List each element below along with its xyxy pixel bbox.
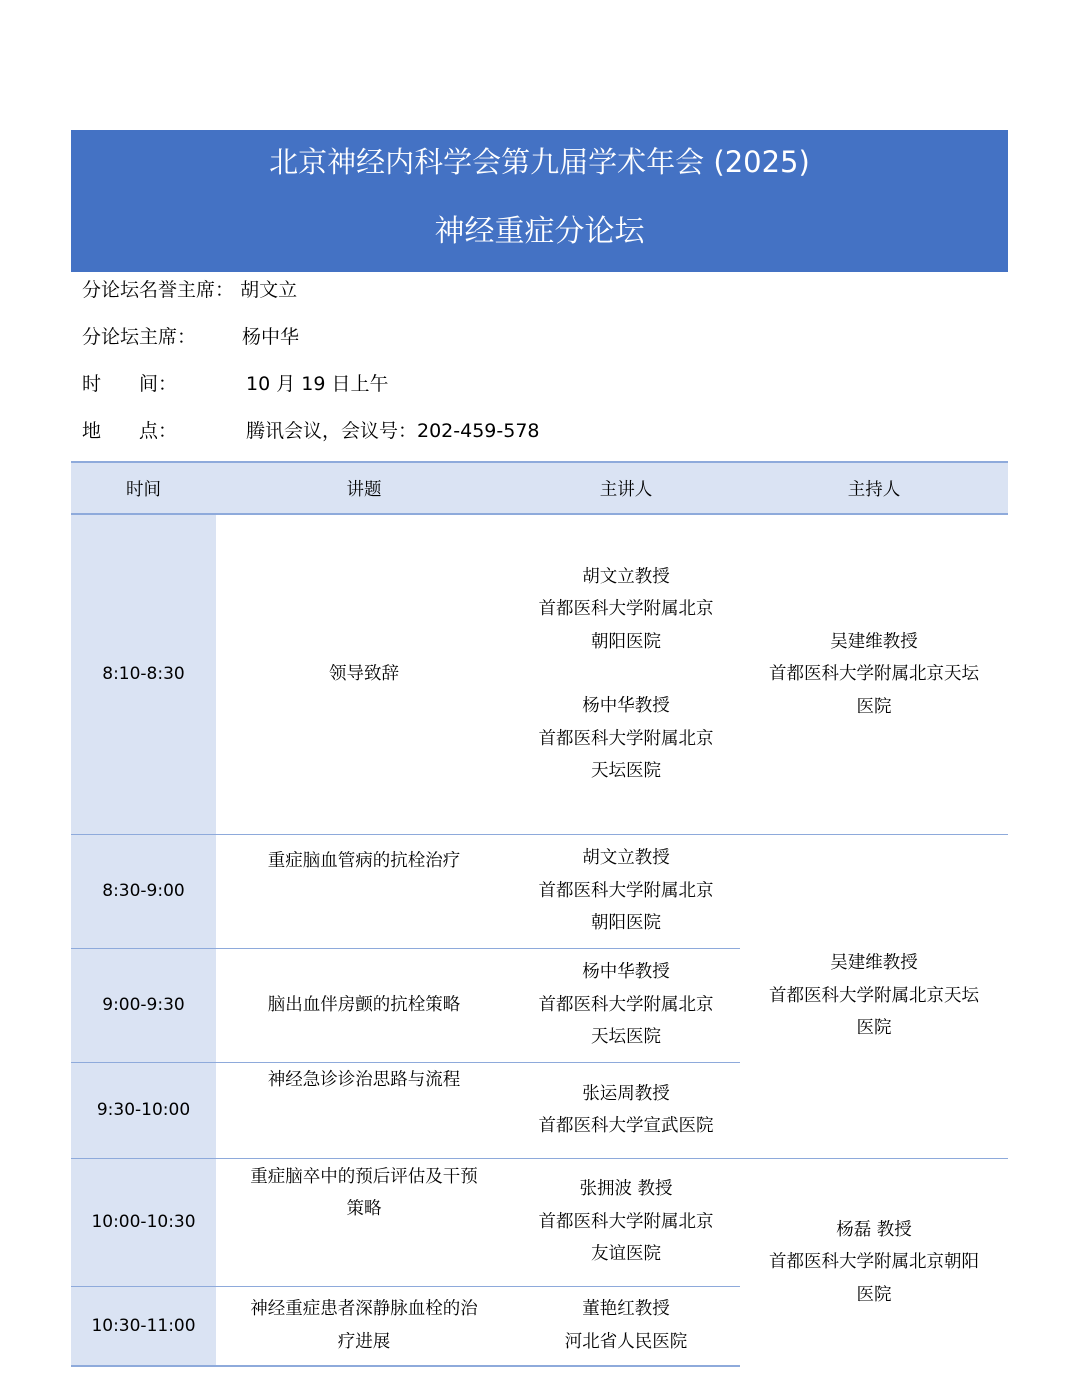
- speaker-line: 胡文立教授: [582, 848, 670, 869]
- topic-cell: [216, 1286, 512, 1366]
- table-row: [71, 834, 1008, 948]
- host-line: 吴建维教授: [830, 631, 918, 652]
- info-place: [82, 418, 540, 444]
- chair-label: 分论坛主席：: [82, 326, 197, 348]
- topic-cell: [216, 1158, 512, 1286]
- speaker-line: 首都医科大学附属北京: [538, 728, 714, 749]
- speaker-line: 首都医科大学附属北京: [538, 880, 714, 901]
- speaker-line: 张拥波 教授: [579, 1179, 673, 1200]
- honorary-chair-value: 胡文立: [240, 279, 298, 301]
- speaker-line: 天坛医院: [591, 761, 661, 782]
- place-label: 地 点：: [82, 420, 178, 442]
- table-row: [71, 514, 1008, 834]
- speaker-cell: [512, 1062, 740, 1158]
- topic-line: 重症脑卒中的预后评估及干预: [250, 1166, 478, 1187]
- host-line: 首都医科大学附属北京朝阳: [769, 1252, 979, 1272]
- speaker-line: 天坛医院: [591, 1027, 661, 1048]
- time-cell: 8:10-8:30: [71, 514, 216, 834]
- host-line: 首都医科大学附属北京天坛: [769, 985, 979, 1006]
- col-header-time: 时间: [71, 462, 216, 514]
- host-line: 医院: [856, 696, 892, 717]
- topic-line: 策略: [346, 1199, 382, 1219]
- host-cell: [740, 1158, 1008, 1366]
- speaker-line: 首都医科大学附属北京: [538, 599, 714, 620]
- topic-line: 神经重症患者深静脉血栓的治: [250, 1299, 478, 1320]
- topic-cell: [216, 1062, 512, 1158]
- speaker-cell: [512, 834, 740, 948]
- host-cell: [740, 834, 1008, 1158]
- speaker-line: 董艳红教授: [582, 1299, 670, 1320]
- topic-line: 领导致辞: [329, 664, 399, 684]
- conference-title: 北京神经内科学会第九届学术年会 (2025): [269, 145, 810, 179]
- host-line: 医院: [856, 1018, 892, 1039]
- speaker-cell: [512, 1158, 740, 1286]
- speaker-cell: [512, 514, 740, 834]
- col-header-host: 主持人: [740, 462, 1008, 514]
- speaker-line: 胡文立教授: [582, 566, 670, 587]
- schedule-table: [71, 461, 1008, 1367]
- title-banner: [71, 130, 1008, 272]
- speaker-line: 杨中华教授: [582, 962, 670, 983]
- info-time: [82, 371, 389, 397]
- speaker-line: 首都医科大学宣武医院: [538, 1116, 714, 1136]
- table-header-row: [71, 462, 1008, 514]
- host-cell: [740, 514, 1008, 834]
- time-cell: 8:30-9:00: [71, 834, 216, 948]
- topic-line: 疗进展: [337, 1331, 391, 1352]
- time-cell: 10:00-10:30: [71, 1158, 216, 1286]
- speaker-line: 张运周教授: [582, 1083, 670, 1104]
- host-line: 吴建维教授: [830, 953, 918, 974]
- topic-cell: [216, 948, 512, 1062]
- topic-line: 脑出血伴房颤的抗栓策略: [267, 994, 461, 1015]
- host-line: 杨磊 教授: [836, 1219, 912, 1240]
- time-label: 时 间：: [82, 373, 178, 395]
- speaker-line: [512, 658, 740, 690]
- speaker-line: 河北省人民医院: [564, 1331, 688, 1352]
- speaker-line: 朝阳医院: [591, 913, 661, 934]
- speaker-line: 朝阳医院: [591, 631, 661, 652]
- speaker-line: 首都医科大学附属北京: [538, 994, 714, 1015]
- time-cell: 9:30-10:00: [71, 1062, 216, 1158]
- info-honorary-chair: [82, 277, 297, 303]
- col-header-topic: 讲题: [216, 462, 512, 514]
- topic-line: 重症脑血管病的抗栓治疗: [267, 850, 461, 871]
- speaker-cell: [512, 948, 740, 1062]
- host-line: 首都医科大学附属北京天坛: [769, 664, 979, 684]
- time-value: 10 月 19 日上午: [246, 373, 389, 395]
- forum-title: 神经重症分论坛: [434, 214, 645, 249]
- table-row: [71, 1158, 1008, 1286]
- speaker-cell: [512, 1286, 740, 1366]
- speaker-line: 首都医科大学附属北京: [538, 1211, 714, 1232]
- chair-value: 杨中华: [242, 326, 300, 348]
- topic-line: 神经急诊诊治思路与流程: [267, 1069, 461, 1090]
- col-header-speaker: 主讲人: [512, 462, 740, 514]
- host-line: 医院: [856, 1284, 892, 1305]
- info-chair: [82, 324, 300, 350]
- time-cell: 10:30-11:00: [71, 1286, 216, 1366]
- time-cell: 9:00-9:30: [71, 948, 216, 1062]
- topic-cell: [216, 834, 512, 948]
- topic-cell: [216, 514, 512, 834]
- speaker-line: 友谊医院: [591, 1244, 661, 1265]
- speaker-line: 杨中华教授: [582, 696, 670, 717]
- place-value: 腾讯会议，会议号：202-459-578: [246, 420, 540, 442]
- honorary-chair-label: 分论坛名誉主席：: [82, 279, 235, 301]
